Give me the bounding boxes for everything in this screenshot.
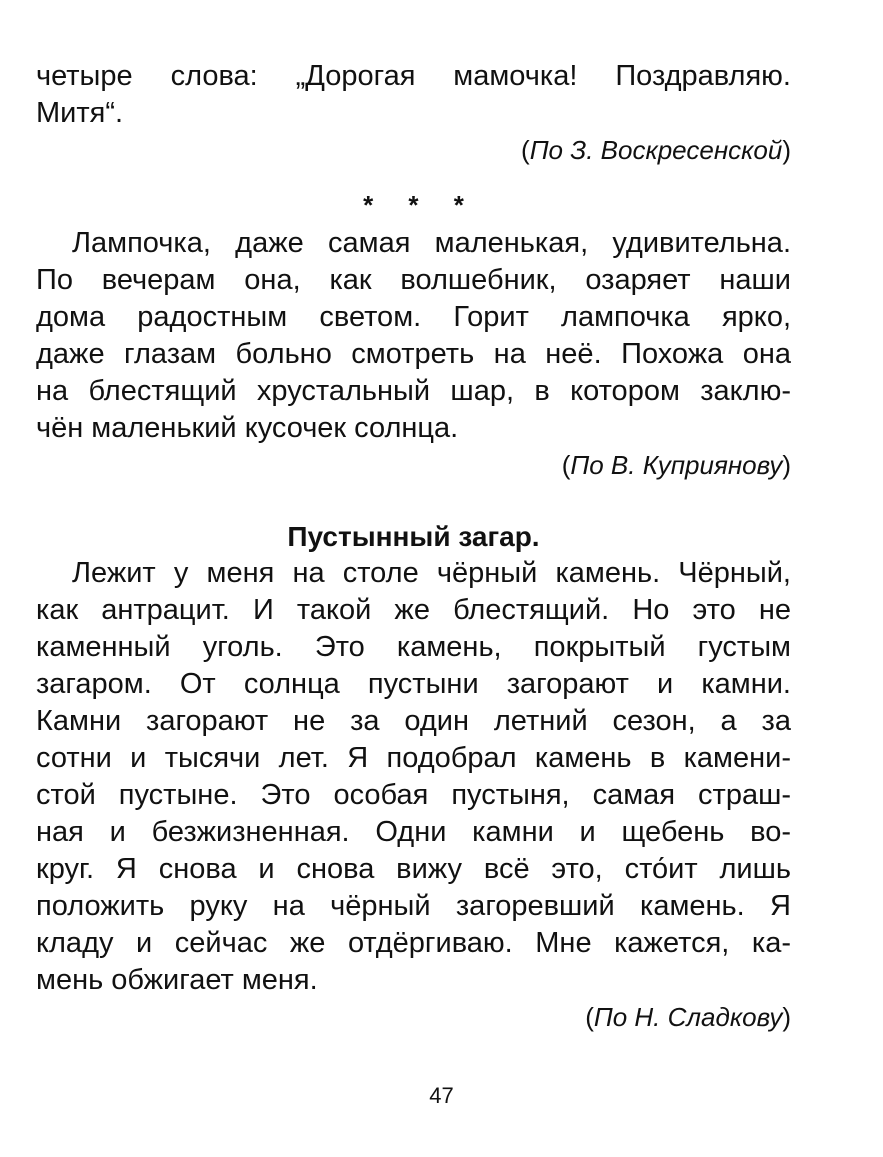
text-line: По вечерам она, как волшебник, озаряет наши (36, 264, 791, 296)
attribution-close-paren: ) (782, 450, 791, 480)
text-line: Лежит у меня на столе чёрный камень. Чёрный, (72, 557, 791, 589)
text-line: каменный уголь. Это камень, покрытый густым (36, 631, 791, 663)
text-line: сотни и тысячи лет. Я подобрал камень в камени- (36, 742, 791, 774)
text-block-3 (36, 518, 791, 1036)
text-line: дома радостным светом. Горит лампочка ярко, (36, 301, 791, 333)
text-line: даже глазам больно смотреть на неё. Похожа она (36, 338, 791, 370)
section-separator: * * * (363, 190, 478, 220)
attribution (36, 132, 791, 169)
book-page (36, 58, 791, 1036)
text-line: Лампочка, даже самая маленькая, удивительна. (72, 227, 791, 259)
text-line: круг. Я снова и снова вижу всё это, сто́ит лишь (36, 853, 791, 885)
text-line: мень обжигает меня. (36, 964, 318, 996)
text-block-2 (36, 225, 791, 484)
text-line: на блестящий хрустальный шар, в котором заклю- (36, 375, 791, 407)
text-block-1 (36, 58, 791, 169)
section-title: Пустынный загар. (287, 521, 540, 552)
text-line: чён маленький кусочек солнца. (36, 412, 459, 444)
attribution-text: По В. Куприянову (570, 450, 783, 480)
attribution-close-paren: ) (782, 1002, 791, 1032)
text-line: Митя“. (36, 97, 124, 129)
attribution-open-paren: ( (561, 450, 571, 480)
attribution-open-paren: ( (521, 135, 530, 165)
text-line: четыре слова: „Дорогая мамочка! Поздравляю. (36, 60, 791, 92)
attribution-text: По Н. Сладкову (593, 1002, 783, 1032)
text-line: как антрацит. И такой же блестящий. Но это не (36, 594, 791, 626)
text-line: стой пустыне. Это особая пустыня, самая страш- (36, 779, 791, 811)
attribution (36, 999, 791, 1036)
attribution-text: По З. Воскресенской (529, 135, 783, 165)
attribution (36, 447, 791, 484)
attribution-close-paren: ) (782, 135, 791, 165)
attribution-open-paren: ( (585, 1002, 594, 1032)
text-line: положить руку на чёрный загоревший камень. Я (36, 890, 791, 922)
text-line: кладу и сейчас же отдёргиваю. Мне кажется, ка- (36, 927, 791, 959)
text-line: загаром. От солнца пустыни загорают и камни. (36, 668, 791, 700)
text-line: Камни загорают не за один летний сезон, а за (36, 705, 791, 737)
text-line: ная и безжизненная. Одни камни и щебень во- (36, 816, 791, 848)
page-number: 47 (429, 1083, 454, 1108)
